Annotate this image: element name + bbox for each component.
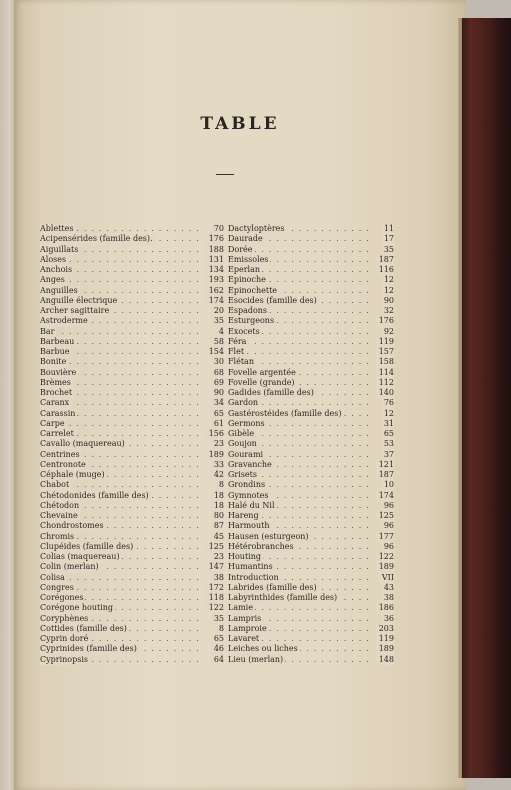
entry-name: Grondins (228, 480, 266, 490)
index-entry (228, 378, 394, 388)
index-entry (40, 552, 224, 562)
index-entry (228, 337, 394, 347)
entry-page-number: 162 (206, 286, 224, 296)
entry-page-number: 80 (211, 511, 224, 521)
entry-page-number: 193 (206, 275, 224, 285)
index-entry (228, 460, 394, 470)
index-entry (228, 573, 394, 583)
entry-page-number: 68 (211, 368, 224, 378)
entry-name: Lieu (merlan) (228, 654, 284, 664)
entry-page-number: 189 (376, 562, 394, 572)
index-entry (228, 603, 394, 613)
entry-name: Clupéides (famille des) (40, 541, 134, 551)
entry-name: Chétodonides (famille des) (40, 490, 149, 500)
leader-dots (228, 337, 394, 347)
entry-page-number: 158 (376, 357, 394, 367)
entry-name: Carassin (40, 408, 76, 418)
entry-page-number: 154 (206, 347, 224, 357)
entry-name: Cyprin doré (40, 634, 89, 643)
entry-page-number: 187 (376, 470, 394, 480)
entry-name: Anguilles (40, 285, 78, 295)
entry-page-number: 174 (206, 296, 224, 306)
entry-page-number: 131 (206, 255, 224, 265)
index-column-left (40, 224, 224, 665)
index-entry (40, 573, 224, 583)
entry-name: Houting (228, 552, 261, 561)
entry-name: Gadides (famille des) (228, 388, 314, 397)
title-rule (216, 174, 234, 175)
index-entry (228, 275, 394, 285)
entry-name: Acipensérides (famille des). (40, 234, 153, 244)
index-entry (40, 583, 224, 593)
entry-page-number: 65 (211, 634, 224, 644)
entry-page-number: 122 (206, 603, 224, 613)
entry-name: Hareng (228, 511, 259, 520)
entry-name: Féra (228, 336, 247, 346)
index-entry (228, 634, 394, 644)
entry-name: Barbeau (40, 336, 75, 346)
index-entry (40, 624, 224, 634)
entry-name: Gymnotes (228, 490, 269, 500)
index-entry (40, 265, 224, 275)
entry-name: Lavaret (228, 634, 260, 643)
entry-page-number: 38 (211, 573, 224, 583)
entry-name: Épinoche (228, 275, 266, 285)
entry-name: Fovelle (grande) (228, 377, 295, 387)
entry-name: Halé du Nil (228, 500, 275, 510)
entry-name: Ablettes (40, 224, 74, 233)
entry-name: Anges (40, 275, 65, 285)
entry-page-number: 36 (381, 614, 394, 624)
entry-page-number: 125 (376, 511, 394, 521)
entry-name: Caranx (40, 398, 70, 408)
entry-name: Aloses (40, 254, 67, 264)
entry-page-number: 96 (381, 501, 394, 511)
entry-name: Bar (40, 326, 55, 336)
entry-name: Humantins (228, 562, 273, 572)
entry-page-number: 45 (211, 532, 224, 542)
entry-name: Bonite (40, 357, 67, 367)
entry-name: Lampris (228, 613, 262, 623)
index-entry (40, 388, 224, 398)
leader-dots (40, 275, 224, 285)
entry-page-number: 12 (381, 275, 394, 285)
entry-page-number: 58 (211, 337, 224, 347)
index-entry (40, 337, 224, 347)
index-entry (40, 480, 224, 490)
entry-name: Émissoles (228, 254, 269, 264)
entry-name: Labyrinthides (famille des) (228, 593, 338, 602)
entry-name: Grisets (228, 470, 257, 479)
page-title: TABLE (200, 114, 280, 134)
entry-name: Chabot (40, 480, 70, 490)
index-entry (228, 562, 394, 572)
index-entry (228, 429, 394, 439)
entry-page-number: 8 (216, 480, 224, 490)
index-entry (40, 603, 224, 613)
index-entry (40, 398, 224, 408)
index-entry (228, 286, 394, 296)
entry-name: Anguille électrique (40, 295, 118, 305)
entry-name: Corégones (40, 593, 84, 602)
entry-page-number: 10 (381, 480, 394, 490)
entry-page-number: 187 (376, 255, 394, 265)
entry-page-number: 203 (376, 624, 394, 634)
index-page (14, 0, 466, 790)
index-entry (40, 501, 224, 511)
index-entry (228, 491, 394, 501)
book-cover-edge (462, 18, 511, 778)
entry-page-number: 70 (211, 224, 224, 234)
index-entry (228, 327, 394, 337)
entry-name: Cyprinopsis (40, 654, 89, 664)
entry-page-number: 121 (376, 460, 394, 470)
index-entry (228, 296, 394, 306)
index-entry (40, 419, 224, 429)
index-entry (228, 255, 394, 265)
entry-page-number: 35 (211, 316, 224, 326)
index-entry (228, 245, 394, 255)
index-entry (40, 368, 224, 378)
entry-page-number: 33 (211, 460, 224, 470)
entry-name: Brochet (40, 388, 73, 397)
entry-page-number: 188 (206, 245, 224, 255)
entry-page-number: 23 (211, 439, 224, 449)
index-entry (228, 409, 394, 419)
index-entry (228, 234, 394, 244)
entry-page-number: 90 (211, 388, 224, 398)
index-entry (228, 368, 394, 378)
leader-dots (228, 347, 394, 357)
entry-name: Flétan (228, 357, 254, 367)
entry-page-number: 38 (381, 593, 394, 603)
entry-page-number: 90 (381, 296, 394, 306)
entry-page-number: 157 (376, 347, 394, 357)
entry-name: Exocets (228, 326, 260, 336)
entry-page-number: 112 (376, 378, 394, 388)
index-entry (40, 224, 224, 234)
entry-page-number: 189 (376, 644, 394, 654)
index-entry (40, 275, 224, 285)
leader-dots (40, 419, 224, 429)
index-entry (40, 316, 224, 326)
entry-name: Lamproie (228, 623, 267, 633)
index-entry (228, 450, 394, 460)
index-entry (228, 593, 394, 603)
entry-page-number: 17 (381, 234, 394, 244)
entry-page-number: 174 (376, 491, 394, 501)
entry-page-number: 65 (211, 409, 224, 419)
entry-page-number: 92 (381, 327, 394, 337)
entry-page-number: 189 (206, 450, 224, 460)
index-entry (40, 439, 224, 449)
entry-name: Cyprinides (famille des) (40, 644, 137, 654)
entry-name: Ésocides (famille des) (228, 295, 317, 305)
index-entry (40, 378, 224, 388)
index-entry (228, 347, 394, 357)
entry-name: Anchois (40, 265, 73, 274)
index-entry (228, 398, 394, 408)
entry-page-number: 35 (211, 614, 224, 624)
index-entry (228, 532, 394, 542)
entry-page-number: 18 (211, 501, 224, 511)
entry-page-number: 69 (211, 378, 224, 388)
index-entry (40, 245, 224, 255)
entry-name: Colin (merlan) (40, 562, 99, 572)
entry-page-number: VII (379, 573, 394, 583)
index-entry (40, 429, 224, 439)
entry-page-number: 87 (211, 521, 224, 531)
index-entry (40, 532, 224, 542)
index-entry (228, 614, 394, 624)
entry-name: Gravanche (228, 459, 272, 469)
entry-name: Congres (40, 582, 74, 592)
index-entry (40, 234, 224, 244)
entry-name: Harmouth (228, 521, 270, 531)
entry-name: Hausen (esturgeon) (228, 531, 309, 541)
index-entry (228, 224, 394, 234)
entry-page-number: 64 (211, 655, 224, 665)
index-entry (40, 491, 224, 501)
index-entry (40, 347, 224, 357)
entry-page-number: 31 (381, 419, 394, 429)
entry-name: Germons (228, 418, 265, 428)
entry-name: Colisa (40, 572, 65, 582)
index-entry (40, 542, 224, 552)
entry-page-number: 172 (206, 583, 224, 593)
entry-name: Leiches ou liches (228, 644, 298, 654)
index-entry (40, 511, 224, 521)
entry-page-number: 46 (211, 644, 224, 654)
entry-name: Chondrostomes (40, 521, 104, 531)
entry-page-number: 43 (381, 583, 394, 593)
index-entry (228, 470, 394, 480)
entry-page-number: 12 (381, 286, 394, 296)
entry-name: Gardon (228, 398, 259, 408)
index-entry (40, 296, 224, 306)
entry-name: Cavallo (maquereau) (40, 439, 125, 449)
entry-name: Épinochette (228, 285, 278, 295)
index-entry (40, 255, 224, 265)
entry-page-number: 176 (206, 234, 224, 244)
entry-name: Céphale (muge) (40, 470, 105, 479)
index-entry (40, 286, 224, 296)
entry-name: Astroderme (40, 316, 88, 326)
entry-page-number: 23 (211, 552, 224, 562)
entry-name: Flet (228, 347, 245, 356)
entry-name: Carpe (40, 418, 65, 428)
entry-name: Chevaine (40, 511, 78, 520)
index-column-right (228, 224, 394, 665)
entry-page-number: 96 (381, 521, 394, 531)
entry-name: Bouvière (40, 367, 77, 377)
entry-name: Daurade (228, 234, 263, 244)
index-entry (40, 521, 224, 531)
entry-name: Labrides (famille des) (228, 582, 317, 592)
index-entry (40, 655, 224, 665)
entry-page-number: 176 (376, 316, 394, 326)
entry-name: Gastérostéides (famille des) (228, 408, 342, 418)
entry-page-number: 12 (381, 409, 394, 419)
entry-name: Eperlan (228, 265, 260, 274)
entry-page-number: 122 (376, 552, 394, 562)
entry-page-number: 140 (376, 388, 394, 398)
entry-page-number: 11 (381, 224, 394, 234)
entry-page-number: 30 (211, 357, 224, 367)
entry-page-number: 53 (381, 439, 394, 449)
index-entry (228, 542, 394, 552)
entry-page-number: 114 (376, 368, 394, 378)
entry-page-number: 34 (211, 398, 224, 408)
entry-name: Centrines (40, 449, 80, 459)
entry-page-number: 35 (381, 245, 394, 255)
entry-name: Esturgeons (228, 316, 275, 326)
entry-name: Gibèle (228, 429, 255, 438)
leader-dots (40, 573, 224, 583)
index-entry (40, 634, 224, 644)
index-entry (40, 614, 224, 624)
entry-page-number: 65 (381, 429, 394, 439)
index-entry (40, 327, 224, 337)
index-entry (228, 306, 394, 316)
index-entry (228, 552, 394, 562)
entry-page-number: 148 (376, 655, 394, 665)
index-entry (228, 265, 394, 275)
entry-page-number: 18 (211, 491, 224, 501)
entry-page-number: 134 (206, 265, 224, 275)
entry-page-number: 119 (376, 634, 394, 644)
entry-name: Coryphènes (40, 613, 89, 623)
entry-name: Cottides (famille des) (40, 623, 127, 633)
entry-page-number: 61 (211, 419, 224, 429)
index-entry (228, 419, 394, 429)
entry-page-number: 125 (206, 542, 224, 552)
entry-page-number: 116 (376, 265, 394, 275)
entry-page-number: 96 (381, 542, 394, 552)
entry-name: Lamie (228, 603, 253, 613)
index-entry (228, 655, 394, 665)
entry-name: Chromis (40, 531, 75, 541)
entry-name: Carrelet (40, 429, 74, 438)
entry-page-number: 156 (206, 429, 224, 439)
index-entry (228, 316, 394, 326)
index-entry (40, 306, 224, 316)
index-entry (40, 450, 224, 460)
entry-page-number: 177 (376, 532, 394, 542)
entry-name: Archer sagittaire (40, 306, 110, 315)
index-entry (228, 388, 394, 398)
index-entry (40, 593, 224, 603)
entry-page-number: 147 (206, 562, 224, 572)
index-entry (40, 460, 224, 470)
entry-name: Hétérobranches (228, 541, 294, 551)
index-entry (228, 511, 394, 521)
entry-name: Colias (maquereau) (40, 552, 120, 561)
entry-name: Dactyloptères (228, 224, 285, 233)
index-entry (228, 501, 394, 511)
index-entry (228, 439, 394, 449)
entry-name: Goujon (228, 439, 257, 449)
entry-name: Chétodon (40, 500, 80, 510)
index-entry (40, 357, 224, 367)
entry-page-number: 186 (376, 603, 394, 613)
index-entry (40, 409, 224, 419)
index-entry (228, 480, 394, 490)
entry-name: Aiguillats (40, 244, 79, 254)
entry-name: Gourami (228, 449, 264, 459)
entry-name: Barbue (40, 347, 70, 356)
index-entry (228, 583, 394, 593)
index-entry (228, 624, 394, 634)
entry-name: Centronote (40, 459, 86, 469)
index-entry (40, 562, 224, 572)
entry-page-number: 37 (381, 450, 394, 460)
index-entry (228, 357, 394, 367)
leader-dots (40, 327, 224, 337)
entry-name: Introduction (228, 572, 279, 582)
index-entry (40, 470, 224, 480)
entry-page-number: 8 (216, 624, 224, 634)
entry-page-number: 42 (211, 470, 224, 480)
index-entry (228, 644, 394, 654)
entry-name: Corégone houting (40, 603, 114, 613)
entry-name: Dorée (228, 244, 253, 254)
index-entry (40, 644, 224, 654)
entry-page-number: 119 (376, 337, 394, 347)
entry-page-number: 76 (381, 398, 394, 408)
entry-page-number: 4 (216, 327, 224, 337)
entry-page-number: 20 (211, 306, 224, 316)
entry-page-number: 118 (206, 593, 224, 603)
entry-name: Fovelle argentée (228, 367, 296, 377)
entry-page-number: 32 (381, 306, 394, 316)
entry-name: Espadons (228, 306, 268, 315)
index-entry (228, 521, 394, 531)
entry-name: Brèmes (40, 377, 71, 387)
